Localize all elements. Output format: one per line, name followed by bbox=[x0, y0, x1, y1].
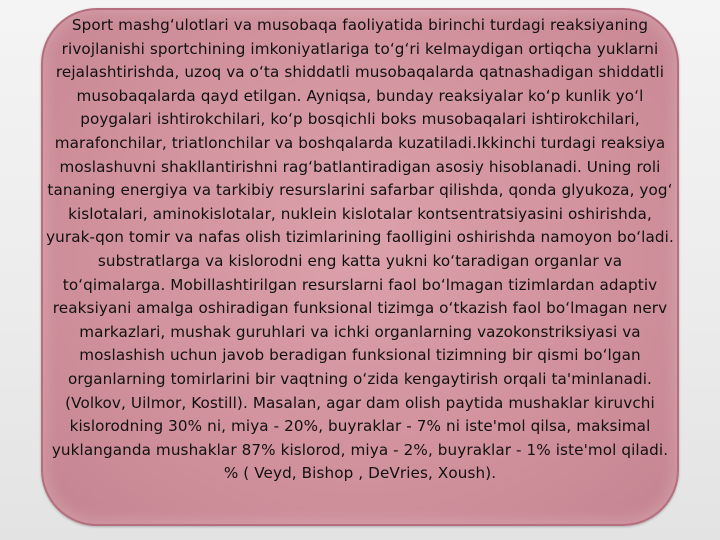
body-paragraph: Sport mashgʻulotlari va musobaqa faoliyatida birinchi turdagi reaksiyaning rivojlanishi sportchining imkoniyatlariga toʻgʻri kelmaydigan ortiqcha yuklarni rejalashtirishda, uzoq va oʻta shiddatli musobaqalarda qatnashadigan shiddatli musobaqalarda qayd etilgan. Ayniqsa, bunday reaksiyalar koʻp kunlik yoʻl poygalari ishtirokchilari, koʻp bosqichli boks musobaqalari ishtirokchilari, marafonchilar, triatlonchilar va boshqalarda kuzatiladi.Ikkinchi turdagi reaksiya moslashuvni shakllantirishni ragʻbatlantiradigan asosiy hisoblanadi. Uning roli tananing energiya va tarkibiy resurslarini safarbar qilishda, qonda glyukoza, yogʻ kislotalari, aminokislotalar, nuklein kislotalar kontsentratsiyasini oshirishda, yurak-qon tomir va nafas olish tizimlarining faolligini oshirishda namoyon boʻladi. substratlarga va kislorodni eng katta yukni koʻtaradigan organlar va toʻqimalarga. Mobillashtirilgan resurslarni faol boʻlmagan tizimlardan adaptiv reaksiyani amalga oshiradigan funksional tizimga oʻtkazish faol boʻlmagan nerv markazlari, mushak guruhlari va ichki organlarning vazokonstriksiyasi va moslashish uchun javob beradigan funksional tizimning bir qismi boʻlgan organlarning tomirlarini bir vaqtning oʻzida kengaytirish orqali ta'minlanadi. (Volkov, Uilmor, Kostill). Masalan, agar dam olish paytida mushaklar kiruvchi kislorodning 30% ni, miya - 20%, buyraklar - 7% ni iste'mol qilsa, maksimal yuklanganda mushaklar 87% kislorod, miya - 2%, buyraklar - 1% iste'mol qiladi. % ( Veyd, Bishop , DeVries, Xoush). bbox=[46, 16, 674, 483]
